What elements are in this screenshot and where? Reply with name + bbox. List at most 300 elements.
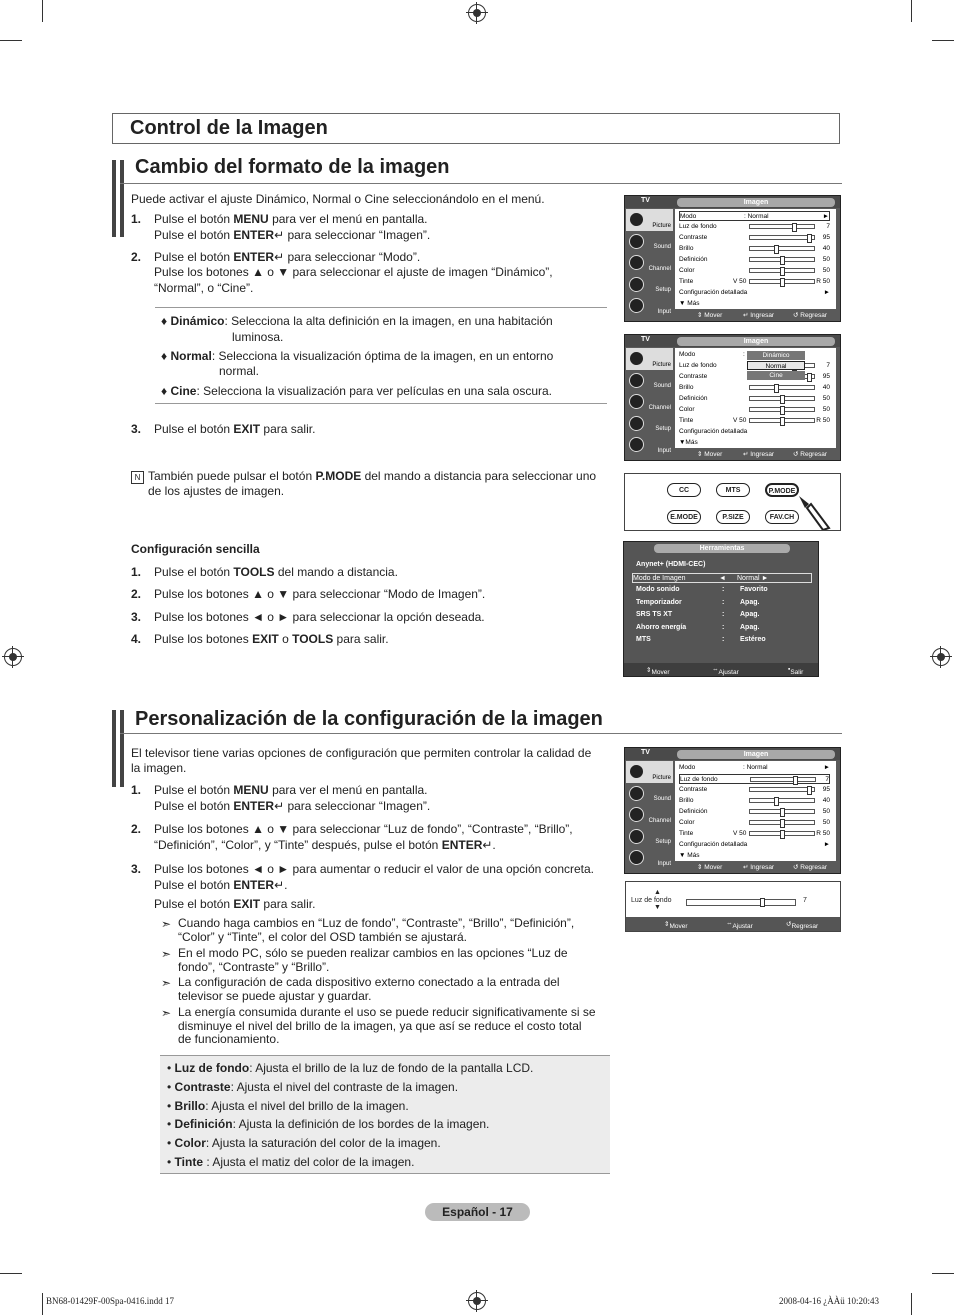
tools-value: Apag. bbox=[740, 611, 760, 618]
menu-row bbox=[679, 299, 830, 309]
setting-description bbox=[167, 1117, 489, 1132]
row-right: 40 bbox=[822, 384, 830, 391]
value-bar bbox=[749, 407, 815, 412]
sidebar-item-label: Setup bbox=[655, 287, 671, 293]
tools-value: Favorito bbox=[740, 586, 768, 593]
value-bar bbox=[749, 279, 815, 284]
row-right: R 50 bbox=[816, 417, 830, 424]
tip-text: “Color” y “Tinte”, el color del OSD también se ajustará. bbox=[178, 930, 467, 944]
osd-sidebar bbox=[626, 348, 673, 456]
osd-tools-menu bbox=[623, 541, 819, 677]
sidebar-item-channel bbox=[626, 804, 673, 826]
easy-setup-heading: Configuración sencilla bbox=[131, 542, 260, 556]
menu-row bbox=[679, 796, 830, 806]
footer-date: 2008-04-16 ¿ÀÀü 10:20:43 bbox=[779, 1296, 879, 1306]
sidebar-item-label: Sound bbox=[653, 244, 671, 250]
menu-row bbox=[679, 211, 830, 221]
enter-icon: ↵ bbox=[274, 250, 285, 264]
sidebar-item-sound bbox=[626, 370, 673, 392]
row-right: 95 bbox=[822, 234, 830, 241]
step-text: Pulse el botón MENU para ver el menú en pantalla. bbox=[154, 783, 428, 797]
menu-row bbox=[679, 851, 830, 861]
setting-name: Brillo bbox=[174, 1098, 206, 1113]
registration-mark-icon bbox=[932, 648, 950, 666]
value-bar bbox=[749, 235, 815, 240]
setting-text: : Ajusta la saturación del color de la imagen. bbox=[205, 1136, 441, 1151]
move-hint: ⇕ Mover bbox=[697, 864, 723, 871]
step-number: 3. bbox=[131, 422, 142, 436]
registration-mark-icon bbox=[468, 1292, 486, 1310]
intro-text: El televisor tiene varias opciones de configuración que permiten controlar la calidad de bbox=[131, 746, 592, 760]
bullet: • bbox=[167, 1155, 175, 1169]
main-title: Control de la Imagen bbox=[130, 117, 328, 139]
sidebar-item-label: Input bbox=[657, 860, 671, 867]
menu-row bbox=[679, 394, 830, 404]
tools-row bbox=[636, 635, 812, 645]
setting-name: Luz de fondo bbox=[174, 1061, 250, 1075]
section-heading: Cambio del formato de la imagen bbox=[135, 156, 450, 178]
tools-value: Apag. bbox=[740, 598, 760, 606]
osd-header bbox=[625, 335, 840, 347]
mode-option: Normal bbox=[747, 361, 805, 370]
tools-sep: : bbox=[722, 598, 725, 606]
setting-name: Tinte bbox=[174, 1155, 203, 1169]
step-text: Pulse el botón EXIT para salir. bbox=[154, 422, 316, 436]
bar-thumb bbox=[774, 384, 779, 393]
osd-tv-label: TV bbox=[641, 749, 650, 756]
note-icon: N bbox=[131, 471, 144, 484]
bar-thumb bbox=[807, 373, 812, 382]
adjust-hint: ⇔ Ajustar bbox=[726, 920, 753, 930]
osd-sidebar bbox=[626, 209, 673, 317]
setting-description bbox=[167, 1099, 409, 1114]
tools-title: Herramientas bbox=[654, 544, 790, 553]
osd-tv-label: TV bbox=[641, 197, 650, 204]
menu-row bbox=[679, 233, 830, 243]
pmode-button: P.MODE bbox=[765, 483, 799, 497]
row-right: ► bbox=[823, 841, 830, 848]
enter-hint: ↵ Ingresar bbox=[743, 312, 775, 319]
tip-text: La configuración de cada dispositivo externo conectado a la entrada del bbox=[178, 975, 560, 989]
tip-arrow-icon: ➣ bbox=[161, 976, 172, 990]
exit-hint: ▪ Salir bbox=[788, 666, 804, 676]
osd-sidebar bbox=[626, 761, 673, 869]
row-label: Definición bbox=[679, 256, 708, 263]
section-bar bbox=[120, 710, 124, 787]
bar-thumb bbox=[780, 256, 785, 265]
tools-label: Anynet+ (HDMI-CEC) bbox=[636, 561, 706, 568]
osd-picture-menu bbox=[624, 195, 841, 322]
emode-button: E.MODE bbox=[667, 510, 701, 524]
tip-text: disminuye el nivel del brillo de la imagen, ya que así se reduce el costo total bbox=[178, 1019, 582, 1033]
tools-label: Modo sonido bbox=[636, 586, 680, 593]
tip-text: televisor se puede ajustar y guardar. bbox=[178, 989, 372, 1003]
value-bar bbox=[749, 396, 815, 401]
tools-value: Estéreo bbox=[740, 636, 766, 643]
row-value: V 50 bbox=[733, 830, 747, 837]
step-text: Pulse el botón ENTER↵ para seleccionar “Imagen”. bbox=[154, 228, 431, 242]
menu-row bbox=[679, 829, 830, 839]
sidebar-item-label: Picture bbox=[652, 361, 671, 368]
tip-text: fondo”, “Contraste” y “Brillo”. bbox=[178, 960, 330, 974]
row-label: Definición bbox=[679, 808, 708, 815]
value-bar bbox=[749, 798, 815, 803]
note-text: de los ajustes de imagen. bbox=[148, 484, 285, 498]
slider-label: Luz de fondo bbox=[631, 897, 672, 904]
setting-description bbox=[167, 1136, 441, 1151]
tools-sep: : bbox=[722, 611, 725, 618]
sidebar-item-picture bbox=[626, 761, 673, 783]
tip-text: de funcionamiento. bbox=[178, 1032, 280, 1046]
sidebar-item-label: Sound bbox=[653, 383, 671, 389]
tip-arrow-icon: ➣ bbox=[161, 917, 172, 931]
row-right: 7 bbox=[825, 776, 829, 783]
menu-row bbox=[679, 438, 830, 448]
tools-footer bbox=[624, 663, 818, 676]
mode-option: Dinámico bbox=[747, 351, 805, 360]
registration-mark-icon bbox=[4, 648, 22, 666]
psize-button: P.SIZE bbox=[716, 510, 750, 524]
menu-row bbox=[679, 807, 830, 817]
row-right: ► bbox=[823, 289, 830, 296]
row-right: R 50 bbox=[816, 278, 830, 285]
cc-button: CC bbox=[667, 483, 701, 497]
enter-hint: ↵ Ingresar bbox=[743, 864, 775, 871]
pointer-arrow-icon bbox=[795, 494, 839, 530]
enter-icon: ↵ bbox=[274, 228, 285, 242]
main-title-box bbox=[112, 113, 840, 144]
value-bar bbox=[749, 831, 815, 836]
bar-thumb bbox=[780, 417, 785, 426]
sidebar-item-input bbox=[626, 847, 673, 869]
page-number: Español - 17 bbox=[425, 1203, 530, 1221]
sidebar-item-label: Channel bbox=[648, 404, 671, 411]
step-text: Pulse el botón MENU para ver el menú en pantalla. bbox=[154, 212, 428, 226]
menu-row bbox=[679, 818, 830, 828]
row-right: 95 bbox=[822, 786, 830, 793]
row-label: Configuración detallada bbox=[679, 289, 748, 296]
row-label: Brillo bbox=[679, 245, 694, 252]
bar-thumb bbox=[774, 245, 779, 254]
slider-value: 7 bbox=[803, 897, 807, 904]
step-number: 2. bbox=[131, 822, 142, 836]
step-number: 1. bbox=[131, 565, 142, 579]
bar-thumb bbox=[792, 223, 797, 232]
step-text: Pulse el botón ENTER↵. bbox=[154, 878, 288, 892]
bullet: • bbox=[167, 1117, 175, 1132]
row-label: Luz de fondo bbox=[679, 223, 717, 230]
row-value: : bbox=[743, 351, 745, 358]
osd-panel bbox=[675, 348, 836, 448]
sound-icon bbox=[629, 234, 644, 249]
tip-text: Cuando haga cambios en “Luz de fondo”, “Contraste”, “Brillo”, “Definición”, bbox=[178, 916, 575, 930]
section-bar bbox=[120, 160, 124, 237]
menu-row bbox=[679, 266, 830, 276]
bar-thumb bbox=[780, 406, 785, 415]
step-text: Pulse los botones ◄ o ► para seleccionar la opción deseada. bbox=[154, 610, 485, 624]
step-number: 1. bbox=[131, 212, 142, 226]
bar-thumb bbox=[780, 830, 785, 839]
tools-row bbox=[636, 585, 812, 595]
bullet: • bbox=[167, 1079, 175, 1094]
sidebar-item-channel bbox=[626, 391, 673, 413]
row-right: 50 bbox=[822, 395, 830, 402]
move-hint: ⇕ Mover bbox=[697, 312, 723, 319]
tools-label: Modo de Imagen bbox=[633, 574, 686, 582]
setup-icon bbox=[629, 416, 644, 431]
section-heading: Personalización de la configuración de la imagen bbox=[135, 708, 603, 730]
mode-description-box: ♦ Dinámico: Selecciona la alta definición en la imagen, en una habitación luminosa. ♦ Normal: Selecciona la visualización óptima de la imagen, en un entorno normal. ♦ Cine: Selecciona la visualización para ver películas en una sala oscura. bbox=[155, 307, 607, 404]
mode-option: Cine bbox=[747, 371, 805, 380]
adjust-hint: ⇔ Ajustar bbox=[712, 666, 739, 676]
step-number: 3. bbox=[131, 862, 142, 876]
section-rule bbox=[120, 733, 842, 734]
step-number: 2. bbox=[131, 250, 142, 264]
sidebar-item-input bbox=[626, 295, 673, 317]
step-text: Pulse los botones ◄ o ► para aumentar o reducir el valor de una opción concreta. bbox=[154, 862, 595, 876]
tools-row bbox=[632, 573, 812, 583]
row-label: Color bbox=[679, 819, 695, 826]
row-label: Modo bbox=[679, 351, 696, 358]
slider-thumb bbox=[760, 898, 765, 907]
step-text: Pulse los botones ▲ o ▼ para seleccionar “Modo de Imagen”. bbox=[154, 587, 486, 601]
sidebar-item-input bbox=[626, 434, 673, 456]
sidebar-item-label: Setup bbox=[655, 426, 671, 432]
section-bar bbox=[112, 160, 116, 237]
setting-text: : Ajusta el brillo de la luz de fondo de la pantalla LCD. bbox=[249, 1061, 534, 1075]
menu-row bbox=[679, 785, 830, 795]
picture-icon bbox=[629, 212, 644, 227]
settings-description-box bbox=[160, 1055, 610, 1174]
osd-header bbox=[625, 196, 840, 208]
sidebar-item-label: Input bbox=[657, 447, 671, 454]
row-value: V 50 bbox=[733, 278, 747, 285]
value-bar bbox=[749, 257, 815, 262]
row-label: Tinte bbox=[679, 830, 694, 837]
sound-icon bbox=[629, 786, 644, 801]
row-right: 40 bbox=[822, 245, 830, 252]
row-value: : Normal bbox=[744, 213, 769, 220]
row-right: 50 bbox=[822, 808, 830, 815]
row-label: Contraste bbox=[679, 234, 708, 241]
back-hint: ↺ Regresar bbox=[793, 451, 827, 458]
step-number: 4. bbox=[131, 632, 142, 646]
row-label: Luz de fondo bbox=[680, 776, 718, 783]
sidebar-item-label: Picture bbox=[652, 222, 671, 229]
row-label: Color bbox=[679, 406, 695, 413]
sidebar-item-picture bbox=[626, 209, 673, 231]
setting-name: Color bbox=[174, 1136, 206, 1151]
row-right: 50 bbox=[822, 819, 830, 826]
sound-icon bbox=[629, 373, 644, 388]
up-arrow-icon: ▲ bbox=[654, 889, 661, 896]
enter-hint: ↵ Ingresar bbox=[743, 451, 775, 458]
row-label: Modo bbox=[680, 213, 697, 220]
setting-text: : Ajusta el matiz del color de la imagen. bbox=[203, 1155, 415, 1169]
step-text: Pulse el botón ENTER↵ para seleccionar “Modo”. bbox=[154, 250, 421, 264]
setting-name: Contraste bbox=[174, 1079, 231, 1094]
menu-row bbox=[679, 244, 830, 254]
osd-title: Imagen bbox=[677, 750, 835, 759]
note-text: También puede pulsar el botón P.MODE del mando a distancia para seleccionar uno bbox=[148, 469, 597, 483]
menu-row bbox=[679, 277, 830, 287]
row-label: Brillo bbox=[679, 384, 694, 391]
row-right: 7 bbox=[826, 223, 830, 230]
back-hint: ↺ Regresar bbox=[793, 864, 827, 871]
sidebar-item-label: Channel bbox=[648, 817, 671, 824]
down-arrow-icon: ▼ bbox=[654, 904, 661, 911]
sidebar-item-picture bbox=[626, 348, 673, 370]
registration-mark-icon bbox=[468, 4, 486, 22]
step-number: 1. bbox=[131, 783, 142, 797]
value-bar bbox=[749, 268, 815, 273]
menu-row bbox=[679, 405, 830, 415]
row-right: R 50 bbox=[816, 830, 830, 837]
row-right: 7 bbox=[826, 362, 830, 369]
channel-icon bbox=[629, 807, 644, 822]
favch-button: FAV.CH bbox=[765, 510, 799, 524]
osd-title: Imagen bbox=[677, 337, 835, 346]
row-right: ► bbox=[823, 764, 830, 771]
tip-arrow-icon: ➣ bbox=[161, 947, 172, 961]
bullet: • bbox=[167, 1136, 175, 1151]
move-hint: ⇕ Mover bbox=[646, 667, 670, 676]
value-bar bbox=[749, 809, 815, 814]
row-label: ▼ Más bbox=[679, 300, 700, 307]
osd-panel bbox=[675, 761, 836, 861]
row-label: ▼ Más bbox=[679, 852, 700, 859]
sidebar-item-label: Setup bbox=[655, 839, 671, 845]
tip-arrow-icon: ➣ bbox=[161, 1006, 172, 1020]
tools-sep: : bbox=[722, 623, 725, 631]
sidebar-item-label: Picture bbox=[652, 774, 671, 781]
intro-text: la imagen. bbox=[131, 761, 187, 775]
bar-thumb bbox=[780, 267, 785, 276]
setting-description bbox=[167, 1061, 533, 1076]
tools-label: SRS TS XT bbox=[636, 611, 673, 618]
tip-text: En el modo PC, sólo se pueden realizar cambios en las opciones “Luz de bbox=[178, 946, 568, 960]
sidebar-item-label: Input bbox=[657, 308, 671, 315]
channel-icon bbox=[629, 255, 644, 270]
sidebar-item-sound bbox=[626, 783, 673, 805]
menu-row bbox=[679, 222, 830, 232]
sidebar-item-setup bbox=[626, 826, 673, 848]
value-bar bbox=[749, 246, 815, 251]
tools-value: Apag. bbox=[740, 623, 760, 631]
backlight-slider-track bbox=[686, 899, 796, 906]
row-label: Definición bbox=[679, 395, 708, 402]
step-text: “Definición”, “Color”, y “Tinte” después, pulse el botón ENTER↵. bbox=[154, 838, 496, 852]
menu-row bbox=[679, 255, 830, 265]
setting-description bbox=[167, 1080, 458, 1095]
row-label: Modo bbox=[679, 764, 696, 771]
sidebar-item-label: Sound bbox=[653, 796, 671, 802]
osd-tv-label: TV bbox=[641, 336, 650, 343]
menu-row bbox=[679, 427, 830, 437]
osd-picture-menu-backlight bbox=[624, 747, 841, 874]
move-hint: ⇕ Mover bbox=[697, 451, 723, 458]
sidebar-item-channel bbox=[626, 252, 673, 274]
sidebar-item-label: Channel bbox=[648, 265, 671, 272]
mts-button: MTS bbox=[716, 483, 750, 497]
tools-sep: ◄ bbox=[719, 574, 726, 582]
bar-thumb bbox=[807, 786, 812, 795]
sidebar-item-setup bbox=[626, 413, 673, 435]
tools-label: MTS bbox=[636, 636, 651, 643]
row-right: ► bbox=[822, 213, 829, 220]
row-label: Configuración detallada bbox=[679, 428, 748, 435]
tools-label: Ahorro energía bbox=[636, 623, 687, 631]
menu-row bbox=[679, 416, 830, 426]
osd-footer bbox=[675, 862, 836, 872]
osd-panel bbox=[675, 209, 836, 309]
step-text: Pulse los botones ▲ o ▼ para seleccionar “Luz de fondo”, “Contraste”, “Brillo”, bbox=[154, 822, 573, 836]
bar-thumb bbox=[780, 395, 785, 404]
menu-row bbox=[679, 288, 830, 298]
menu-row bbox=[679, 383, 830, 393]
input-icon bbox=[629, 437, 644, 452]
value-bar bbox=[749, 385, 815, 390]
setting-name: Definición bbox=[174, 1117, 233, 1132]
bullet: • bbox=[167, 1098, 175, 1113]
setting-text: : Ajusta la definición de los bordes de la imagen. bbox=[232, 1117, 490, 1132]
bar-thumb bbox=[780, 819, 785, 828]
bullet: • bbox=[167, 1061, 175, 1075]
setting-text: : Ajusta el nivel del brillo de la imagen. bbox=[205, 1098, 409, 1113]
intro-text: Puede activar el ajuste Dinámico, Normal o Cine seleccionándolo en el menú. bbox=[131, 192, 545, 206]
setting-text: : Ajusta el nivel del contraste de la imagen. bbox=[230, 1079, 459, 1094]
setup-icon bbox=[629, 277, 644, 292]
osd-picture-mode-menu bbox=[624, 334, 841, 461]
row-label: Contraste bbox=[679, 786, 708, 793]
row-label: Configuración detallada bbox=[679, 841, 748, 848]
section-bar bbox=[112, 710, 116, 787]
backlight-slider-osd bbox=[625, 881, 841, 932]
row-right: 50 bbox=[822, 267, 830, 274]
osd-footer bbox=[675, 310, 836, 320]
row-label: Brillo bbox=[679, 797, 694, 804]
back-hint: ↺ Regresar bbox=[786, 921, 819, 930]
row-right: 95 bbox=[822, 373, 830, 380]
row-label: Luz de fondo bbox=[679, 362, 717, 369]
value-bar bbox=[750, 777, 816, 782]
step-text: Pulse los botones ▲ o ▼ para seleccionar el ajuste de imagen “Dinámico”, bbox=[154, 265, 553, 279]
enter-icon: ↵ bbox=[274, 878, 285, 892]
row-label: ▼Más bbox=[679, 439, 698, 446]
bar-thumb bbox=[793, 776, 798, 785]
step-number: 3. bbox=[131, 610, 142, 624]
tools-row bbox=[636, 560, 812, 570]
menu-row bbox=[679, 774, 830, 784]
channel-icon bbox=[629, 394, 644, 409]
setting-description bbox=[167, 1155, 414, 1170]
back-hint: ↺ Regresar bbox=[793, 312, 827, 319]
row-label: Contraste bbox=[679, 373, 708, 380]
enter-icon: ↵ bbox=[482, 838, 493, 852]
menu-row bbox=[679, 763, 830, 773]
sidebar-item-sound bbox=[626, 231, 673, 253]
picture-icon bbox=[629, 764, 644, 779]
bar-thumb bbox=[807, 234, 812, 243]
row-right: 50 bbox=[822, 406, 830, 413]
sidebar-item-setup bbox=[626, 274, 673, 296]
tools-label: Temporizador bbox=[636, 598, 682, 606]
step-text: Pulse el botón EXIT para salir. bbox=[154, 897, 316, 911]
osd-title: Imagen bbox=[677, 198, 835, 207]
menu-row bbox=[679, 840, 830, 850]
row-value: V 50 bbox=[733, 417, 747, 424]
step-text: “Normal”, o “Cine”. bbox=[154, 281, 254, 295]
